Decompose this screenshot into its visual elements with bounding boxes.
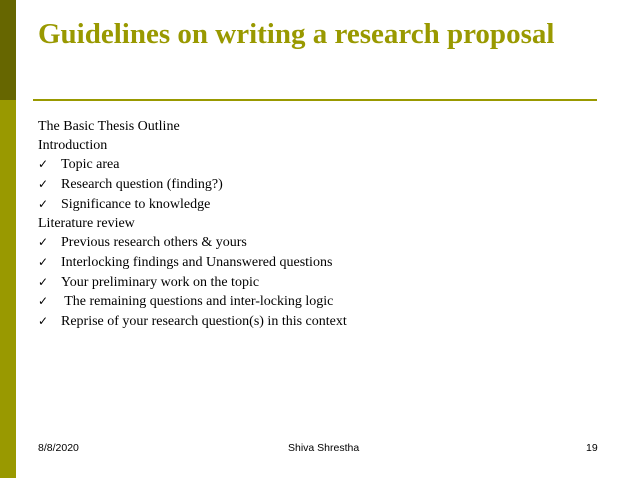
body-line-text: Research question (finding?) [61,177,223,193]
body-line-text: The Basic Thesis Outline [38,119,180,134]
body-line [38,253,347,273]
body-line-text: Interlocking findings and Unanswered questions [61,254,333,270]
footer-date: 8/8/2020 [38,442,79,454]
left-accent-bar-bottom [0,100,16,478]
body-line [38,292,347,312]
body-line-text: Previous research others & yours [61,235,247,251]
footer-page-number: 19 [586,442,598,454]
body-line [38,137,347,156]
body-line [38,312,347,332]
body-line-text: The remaining questions and inter-locking logic [61,294,334,310]
body-line [38,118,347,137]
left-accent-bar-top [0,0,16,100]
body-line [38,273,347,293]
body-line [38,233,347,253]
checkmark-icon: ✓ [38,177,49,192]
body-line-text: Significance to knowledge [61,196,211,212]
checkmark-icon: ✓ [38,254,49,269]
body-line [38,155,347,175]
footer-author: Shiva Shrestha [288,442,360,454]
body-line-text: Literature review [38,215,135,231]
slide-title: Guidelines on writing a research proposal [38,18,555,50]
checkmark-icon: ✓ [38,314,49,329]
body-line [38,215,347,234]
checkmark-icon: ✓ [38,294,49,309]
checkmark-icon: ✓ [38,274,49,289]
body-line-text: Introduction [38,137,108,153]
body-line-text: Topic area [61,157,120,173]
body-line-text: Reprise of your research question(s) in this context [61,314,347,330]
slide-body [38,118,347,332]
body-line [38,175,347,195]
checkmark-icon: ✓ [38,157,49,172]
body-line-text: Your preliminary work on the topic [61,274,260,290]
checkmark-icon: ✓ [38,235,49,250]
checkmark-icon: ✓ [38,196,49,211]
title-divider [33,99,597,101]
body-line [38,195,347,215]
